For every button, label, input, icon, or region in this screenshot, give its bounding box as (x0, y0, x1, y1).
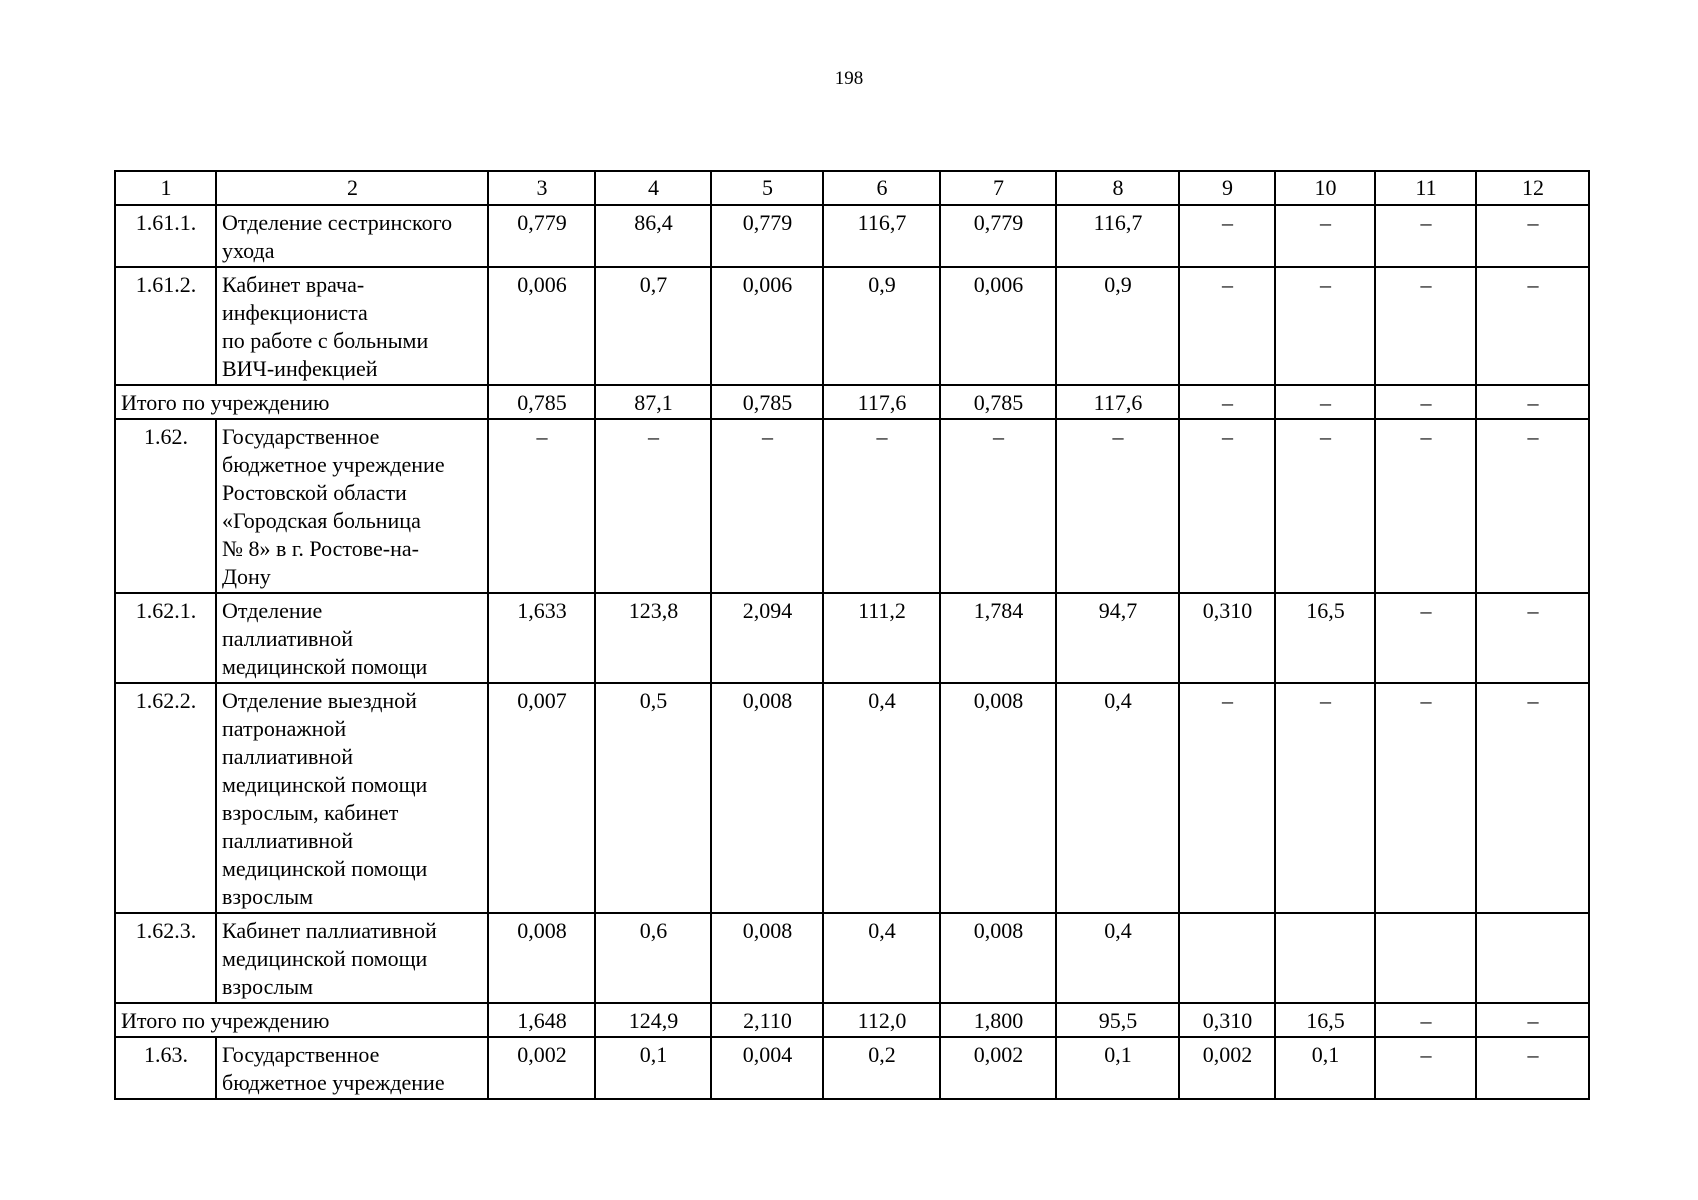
name-line: Отделение (222, 598, 323, 623)
value-cell: – (1056, 419, 1179, 593)
value-cell: 111,2 (823, 593, 940, 683)
table-row (115, 419, 1589, 593)
total-label: Итого по учреждению (115, 385, 488, 419)
value-cell: – (1275, 683, 1375, 913)
name-line: медицинской помощи (222, 946, 428, 971)
value-cell: 0,4 (1056, 913, 1179, 1003)
table-row (115, 267, 1589, 385)
institution-name (216, 913, 488, 1003)
name-line: бюджетное учреждение (222, 452, 445, 477)
value-cell: – (1375, 1037, 1476, 1099)
name-line: медицинской помощи (222, 772, 428, 797)
name-line: патронажной (222, 716, 347, 741)
value-cell: 0,785 (940, 385, 1056, 419)
column-header: 8 (1056, 171, 1179, 205)
data-table (114, 170, 1590, 1100)
value-cell: 1,800 (940, 1003, 1056, 1037)
value-cell: 0,007 (488, 683, 595, 913)
page-number: 198 (834, 68, 864, 89)
institution-name (216, 267, 488, 385)
table-header-row (115, 171, 1589, 205)
value-cell: 0,006 (488, 267, 595, 385)
table-row (115, 1037, 1589, 1099)
value-cell (1476, 913, 1589, 1003)
column-header: 5 (711, 171, 823, 205)
value-cell: 0,779 (488, 205, 595, 267)
value-cell: 1,633 (488, 593, 595, 683)
value-cell: – (1179, 205, 1275, 267)
value-cell: – (1375, 385, 1476, 419)
row-number: 1.63. (115, 1037, 216, 1099)
row-number: 1.62.3. (115, 913, 216, 1003)
name-line: Отделение выездной (222, 688, 417, 713)
value-cell: 0,008 (488, 913, 595, 1003)
value-cell: 0,9 (1056, 267, 1179, 385)
value-cell: – (1179, 419, 1275, 593)
name-line: Ростовской области (222, 480, 407, 505)
value-cell: 0,9 (823, 267, 940, 385)
name-line: Кабинет паллиативной (222, 918, 437, 943)
total-row (115, 1003, 1589, 1037)
institution-name (216, 419, 488, 593)
column-header: 7 (940, 171, 1056, 205)
value-cell: 1,648 (488, 1003, 595, 1037)
name-line: взрослым (222, 884, 314, 909)
value-cell: 116,7 (1056, 205, 1179, 267)
value-cell: 0,2 (823, 1037, 940, 1099)
value-cell (1275, 913, 1375, 1003)
total-label: Итого по учреждению (115, 1003, 488, 1037)
row-number: 1.62. (115, 419, 216, 593)
value-cell: – (1476, 593, 1589, 683)
value-cell: 2,094 (711, 593, 823, 683)
column-header: 1 (115, 171, 216, 205)
column-header: 11 (1375, 171, 1476, 205)
name-line: по работе с больными (222, 328, 429, 353)
value-cell: 0,785 (711, 385, 823, 419)
value-cell: 0,4 (823, 683, 940, 913)
value-cell: – (1179, 385, 1275, 419)
name-line: бюджетное учреждение (222, 1070, 445, 1095)
value-cell: – (1275, 385, 1375, 419)
row-number: 1.61.1. (115, 205, 216, 267)
value-cell: 16,5 (1275, 593, 1375, 683)
value-cell: 112,0 (823, 1003, 940, 1037)
value-cell: 0,4 (823, 913, 940, 1003)
column-header: 2 (216, 171, 488, 205)
value-cell: 0,1 (595, 1037, 711, 1099)
value-cell: – (1476, 205, 1589, 267)
name-line: медицинской помощи (222, 856, 428, 881)
name-line: Дону (222, 564, 271, 589)
value-cell: – (1375, 683, 1476, 913)
name-line: взрослым, кабинет (222, 800, 399, 825)
value-cell: 0,6 (595, 913, 711, 1003)
value-cell: 117,6 (1056, 385, 1179, 419)
value-cell: – (488, 419, 595, 593)
table-row (115, 913, 1589, 1003)
table-row (115, 205, 1589, 267)
table-row (115, 683, 1589, 913)
column-header: 10 (1275, 171, 1375, 205)
value-cell: 123,8 (595, 593, 711, 683)
name-line: взрослым (222, 974, 314, 999)
value-cell: 0,1 (1056, 1037, 1179, 1099)
value-cell: 0,006 (940, 267, 1056, 385)
value-cell: 124,9 (595, 1003, 711, 1037)
value-cell: 0,008 (711, 913, 823, 1003)
value-cell: 116,7 (823, 205, 940, 267)
value-cell: 0,5 (595, 683, 711, 913)
value-cell: 16,5 (1275, 1003, 1375, 1037)
institution-name (216, 593, 488, 683)
value-cell: 86,4 (595, 205, 711, 267)
column-header: 9 (1179, 171, 1275, 205)
value-cell: 94,7 (1056, 593, 1179, 683)
value-cell: – (1179, 683, 1275, 913)
institution-name (216, 1037, 488, 1099)
name-line: паллиативной (222, 744, 353, 769)
value-cell: – (1275, 205, 1375, 267)
value-cell: 0,002 (1179, 1037, 1275, 1099)
value-cell: 117,6 (823, 385, 940, 419)
value-cell: – (1375, 267, 1476, 385)
value-cell: – (1179, 267, 1275, 385)
value-cell: 0,785 (488, 385, 595, 419)
column-header: 12 (1476, 171, 1589, 205)
value-cell: – (1476, 419, 1589, 593)
row-number: 1.62.2. (115, 683, 216, 913)
value-cell: – (823, 419, 940, 593)
name-line: № 8» в г. Ростове-на- (222, 536, 419, 561)
name-line: «Городская больница (222, 508, 421, 533)
value-cell: – (1476, 1037, 1589, 1099)
value-cell: – (1375, 419, 1476, 593)
name-line: Государственное (222, 424, 380, 449)
value-cell: – (1476, 1003, 1589, 1037)
name-line: Государственное (222, 1042, 380, 1067)
column-header: 4 (595, 171, 711, 205)
value-cell: 0,1 (1275, 1037, 1375, 1099)
total-row (115, 385, 1589, 419)
value-cell: – (1476, 385, 1589, 419)
name-line: паллиативной (222, 828, 353, 853)
value-cell: – (1375, 1003, 1476, 1037)
row-number: 1.62.1. (115, 593, 216, 683)
value-cell: 1,784 (940, 593, 1056, 683)
column-header: 3 (488, 171, 595, 205)
value-cell: 0,002 (940, 1037, 1056, 1099)
value-cell: 0,006 (711, 267, 823, 385)
value-cell: – (1375, 593, 1476, 683)
value-cell: – (940, 419, 1056, 593)
value-cell: – (1476, 683, 1589, 913)
column-header: 6 (823, 171, 940, 205)
value-cell: 0,008 (940, 913, 1056, 1003)
value-cell: – (1476, 267, 1589, 385)
value-cell: 87,1 (595, 385, 711, 419)
value-cell: 95,5 (1056, 1003, 1179, 1037)
value-cell: 0,008 (711, 683, 823, 913)
value-cell: 0,779 (940, 205, 1056, 267)
value-cell: – (1375, 205, 1476, 267)
value-cell: – (711, 419, 823, 593)
value-cell: 0,7 (595, 267, 711, 385)
value-cell (1375, 913, 1476, 1003)
value-cell: 0,4 (1056, 683, 1179, 913)
name-line: ВИЧ-инфекцией (222, 356, 378, 381)
institution-name (216, 683, 488, 913)
value-cell: 0,310 (1179, 593, 1275, 683)
value-cell: 0,310 (1179, 1003, 1275, 1037)
value-cell: – (1275, 267, 1375, 385)
value-cell: 0,004 (711, 1037, 823, 1099)
institution-name: Отделение сестринского ухода (216, 205, 488, 267)
name-line: медицинской помощи (222, 654, 428, 679)
value-cell (1179, 913, 1275, 1003)
value-cell: – (1275, 419, 1375, 593)
name-line: инфекциониста (222, 300, 368, 325)
value-cell: 0,779 (711, 205, 823, 267)
name-line: паллиативной (222, 626, 353, 651)
value-cell: 0,008 (940, 683, 1056, 913)
value-cell: 0,002 (488, 1037, 595, 1099)
name-line: Кабинет врача- (222, 272, 365, 297)
row-number: 1.61.2. (115, 267, 216, 385)
table-row (115, 593, 1589, 683)
value-cell: – (595, 419, 711, 593)
value-cell: 2,110 (711, 1003, 823, 1037)
